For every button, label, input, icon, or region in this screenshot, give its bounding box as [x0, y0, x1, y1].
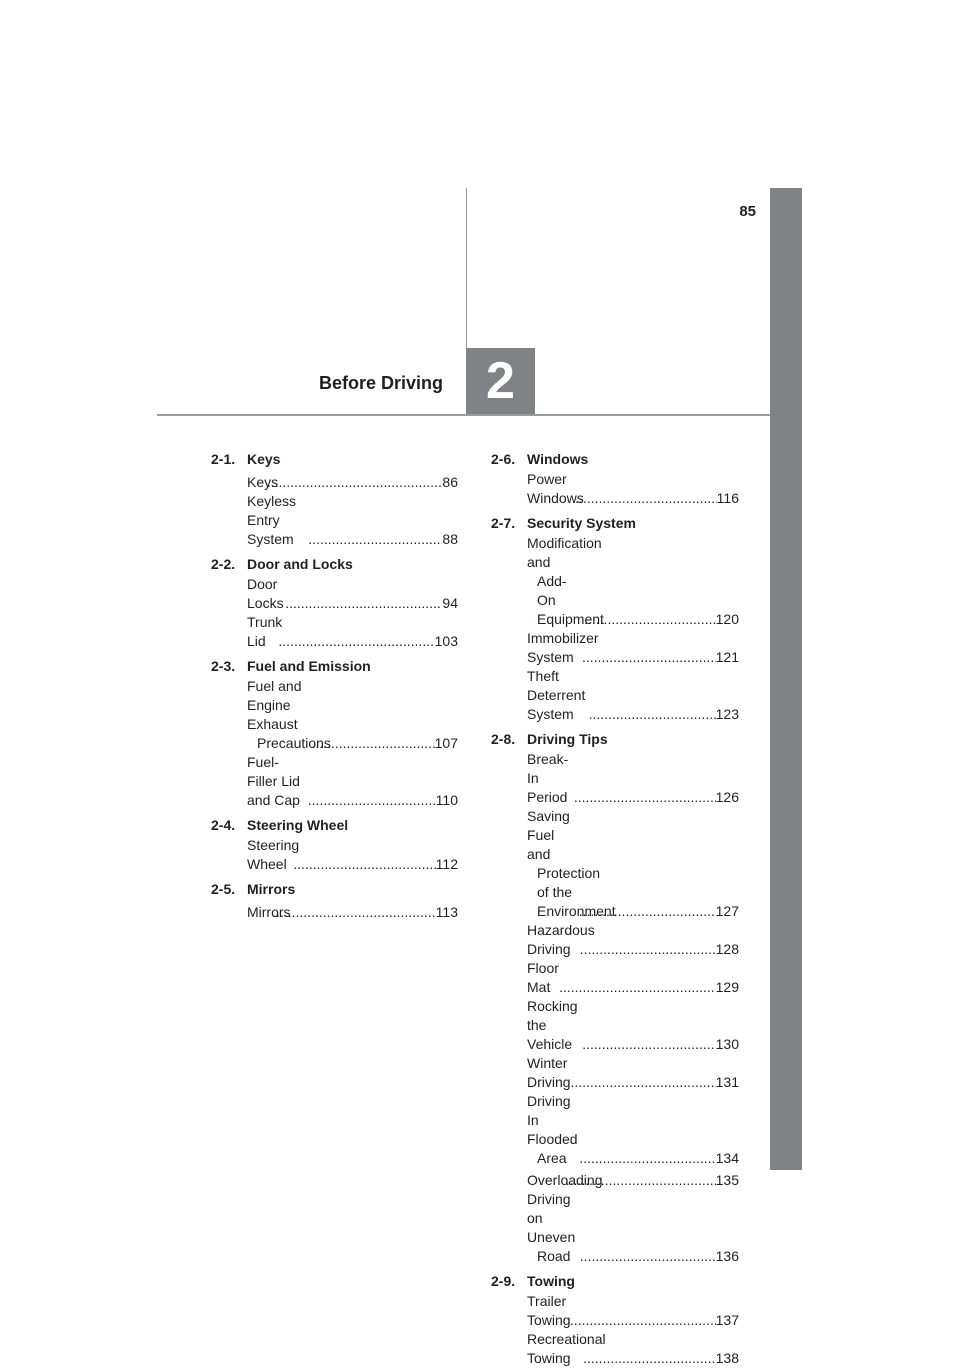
- vertical-divider: [466, 188, 467, 348]
- toc-entry[interactable]: [247, 900, 458, 922]
- section-heading[interactable]: [211, 655, 458, 677]
- entry-page-number: 110: [435, 792, 458, 808]
- toc-entry[interactable]: [527, 470, 739, 508]
- entry-page-number: 130: [715, 1036, 739, 1052]
- entry-title: [527, 921, 595, 959]
- entry-page-number: 137: [715, 1312, 739, 1328]
- entry-title: [527, 1330, 606, 1368]
- entry-title-line: Driving on Uneven: [527, 1191, 576, 1245]
- dot-leader: [291, 855, 435, 874]
- entry-page-number: 135: [715, 1172, 739, 1188]
- entry-page-number: 107: [434, 735, 458, 751]
- entry-title-line: Steering Wheel: [247, 837, 300, 872]
- entry-title-line: Hazardous Driving: [527, 922, 595, 957]
- entry-title-line: Floor Mat: [527, 960, 559, 995]
- entry-title: [247, 903, 291, 922]
- entry-title-line: Recreational Towing: [527, 1331, 606, 1366]
- dot-leader: [577, 902, 716, 921]
- dot-leader: [580, 648, 716, 667]
- section-number: 2-3.: [211, 658, 236, 674]
- entry-title: [247, 473, 279, 492]
- toc-entry[interactable]: [247, 677, 458, 753]
- entry-page-number: 128: [715, 941, 739, 957]
- entry-title: [527, 1190, 578, 1266]
- entry-title: [527, 470, 584, 508]
- toc-entry[interactable]: [527, 1054, 739, 1092]
- entry-title-line: Mirrors: [247, 904, 291, 920]
- entry-title: [527, 1171, 603, 1190]
- entry-page-number: 120: [715, 611, 739, 627]
- section-heading[interactable]: [211, 448, 458, 470]
- entry-page-number: 116: [716, 490, 739, 506]
- toc-section: [211, 553, 458, 651]
- section-title: Windows: [527, 451, 589, 467]
- entry-title-line: Immobilizer System: [527, 630, 599, 665]
- entry-page-number: 103: [434, 633, 458, 649]
- section-heading[interactable]: [491, 728, 739, 750]
- chapter-side-tab: [770, 188, 802, 1170]
- entry-title-line: Modification and: [527, 535, 602, 570]
- dot-leader: [306, 530, 442, 549]
- header-rule: [157, 414, 770, 416]
- entry-page-number: 138: [715, 1350, 739, 1366]
- entry-title: [247, 613, 283, 651]
- entry-title: [527, 534, 604, 629]
- toc-section: [491, 448, 739, 508]
- entry-title: [527, 1092, 577, 1168]
- section-heading[interactable]: [491, 448, 739, 470]
- toc-section: [491, 1270, 739, 1368]
- toc-entry[interactable]: [527, 807, 739, 921]
- toc-entry[interactable]: [247, 575, 458, 613]
- toc-section: [491, 512, 739, 724]
- entry-title: [527, 750, 572, 807]
- dot-leader: [572, 788, 716, 807]
- section-number: 2-4.: [211, 817, 236, 833]
- toc-entry[interactable]: [527, 997, 739, 1054]
- section-title: Keys: [247, 451, 281, 467]
- toc-entry[interactable]: [527, 629, 739, 667]
- section-number: 2-1.: [211, 451, 236, 467]
- entry-title-line: Fuel and Engine Exhaust: [247, 678, 302, 732]
- entry-title-line: Driving In Flooded: [527, 1093, 578, 1147]
- dot-leader: [578, 1247, 716, 1266]
- entry-title-line: Protection of the: [537, 865, 601, 900]
- section-number: 2-7.: [491, 515, 516, 531]
- dot-leader: [265, 473, 443, 492]
- dot-leader: [577, 1149, 715, 1168]
- dot-leader: [568, 1311, 716, 1330]
- toc-entry[interactable]: [527, 667, 739, 724]
- toc-entry[interactable]: [527, 921, 739, 959]
- dot-leader: [564, 1171, 716, 1190]
- toc-entry[interactable]: [527, 750, 739, 807]
- dot-leader: [283, 594, 442, 613]
- toc-entry[interactable]: [247, 613, 458, 651]
- entry-title: [247, 753, 306, 810]
- dot-leader: [557, 978, 716, 997]
- toc-column-left: [211, 448, 458, 926]
- dot-leader: [578, 940, 716, 959]
- entry-title: [247, 492, 306, 549]
- section-title: Door and Locks: [247, 556, 353, 572]
- toc-section: [491, 728, 739, 1266]
- section-title: Towing: [527, 1273, 575, 1289]
- toc-entry[interactable]: [527, 1292, 739, 1330]
- chapter-number: 2: [466, 348, 535, 415]
- entry-page-number: 131: [715, 1074, 739, 1090]
- entry-title: [247, 677, 331, 753]
- entry-title-line: Door Locks: [247, 576, 284, 611]
- entry-title-line: Road: [537, 1248, 571, 1264]
- section-title: Steering Wheel: [247, 817, 349, 833]
- entry-page-number: 112: [435, 856, 458, 872]
- section-title: Driving Tips: [527, 731, 608, 747]
- entry-title: [527, 667, 587, 724]
- chapter-title: Before Driving: [318, 373, 443, 393]
- section-title: Security System: [527, 515, 636, 531]
- toc-entry[interactable]: [247, 492, 458, 549]
- toc-column-right: [491, 448, 739, 1372]
- toc-entry[interactable]: [527, 959, 739, 997]
- toc-entry[interactable]: [527, 1330, 739, 1368]
- page-number: 85: [739, 203, 756, 220]
- section-heading[interactable]: [211, 878, 458, 900]
- section-number: 2-8.: [491, 731, 516, 747]
- section-title: Mirrors: [247, 881, 296, 897]
- entry-page-number: 126: [715, 789, 739, 805]
- entry-title: [527, 1054, 571, 1092]
- section-title: Fuel and Emission: [247, 658, 371, 674]
- entry-title-line: Trailer Towing: [527, 1293, 571, 1328]
- entry-title: [247, 575, 283, 613]
- entry-page-number: 127: [715, 903, 739, 919]
- entry-title: [247, 836, 300, 874]
- toc-entry[interactable]: [527, 1092, 739, 1168]
- dot-leader: [306, 791, 436, 810]
- dot-leader: [568, 1073, 715, 1092]
- dot-leader: [587, 705, 716, 724]
- entry-page-number: 136: [715, 1248, 739, 1264]
- entry-title: [527, 629, 599, 667]
- section-number: 2-6.: [491, 451, 516, 467]
- entry-title-line: Keyless Entry System: [247, 493, 297, 547]
- entry-page-number: 88: [442, 531, 458, 547]
- entry-title: [527, 997, 580, 1054]
- section-number: 2-5.: [211, 881, 236, 897]
- entry-page-number: 86: [442, 474, 458, 490]
- entry-title: [527, 959, 557, 997]
- entry-title-line: Break-In Period: [527, 751, 569, 805]
- entry-title: [527, 807, 616, 921]
- entry-title-line: Trunk Lid: [247, 614, 283, 649]
- dot-leader: [573, 489, 717, 508]
- toc-entry[interactable]: [527, 534, 739, 629]
- dot-leader: [580, 1035, 715, 1054]
- entry-title-line: Overloading: [527, 1172, 603, 1188]
- toc-entry[interactable]: [247, 753, 458, 810]
- entry-title-line: Rocking the Vehicle: [527, 998, 578, 1052]
- entry-title-line: Winter Driving: [527, 1055, 571, 1090]
- section-heading[interactable]: [211, 553, 458, 575]
- dot-leader: [276, 632, 434, 651]
- entry-page-number: 94: [442, 595, 458, 611]
- dot-leader: [582, 610, 716, 629]
- toc-section: [211, 448, 458, 549]
- section-heading[interactable]: [491, 1270, 739, 1292]
- entry-title-line: Power Windows: [527, 471, 584, 506]
- section-heading[interactable]: [491, 512, 739, 534]
- toc-entry[interactable]: [247, 836, 458, 874]
- entry-title-line: Add-On Equipment: [537, 573, 604, 627]
- entry-page-number: 129: [715, 979, 739, 995]
- entry-title: [527, 1292, 571, 1330]
- entry-title-line: Saving Fuel and: [527, 808, 570, 862]
- entry-title-line: Precautions: [257, 735, 331, 751]
- entry-page-number: 134: [715, 1150, 739, 1166]
- section-heading[interactable]: [211, 814, 458, 836]
- toc-section: [211, 814, 458, 874]
- dot-leader: [581, 1349, 716, 1368]
- entry-page-number: 123: [715, 706, 739, 722]
- toc-entry[interactable]: [527, 1168, 739, 1190]
- entry-title-line: Keys: [247, 474, 279, 490]
- entry-title-line: Theft Deterrent System: [527, 668, 586, 722]
- dot-leader: [270, 903, 436, 922]
- toc-entry[interactable]: [247, 470, 458, 492]
- toc-entry[interactable]: [527, 1190, 739, 1266]
- toc-section: [211, 655, 458, 810]
- entry-title-line: Fuel-Filler Lid and Cap: [247, 754, 300, 808]
- section-number: 2-2.: [211, 556, 236, 572]
- entry-title-line: Area: [537, 1150, 567, 1166]
- dot-leader: [309, 734, 434, 753]
- section-number: 2-9.: [491, 1273, 516, 1289]
- entry-page-number: 113: [435, 904, 458, 920]
- entry-title-line: Environment: [537, 903, 616, 919]
- entry-page-number: 121: [715, 649, 739, 665]
- toc-section: [211, 878, 458, 922]
